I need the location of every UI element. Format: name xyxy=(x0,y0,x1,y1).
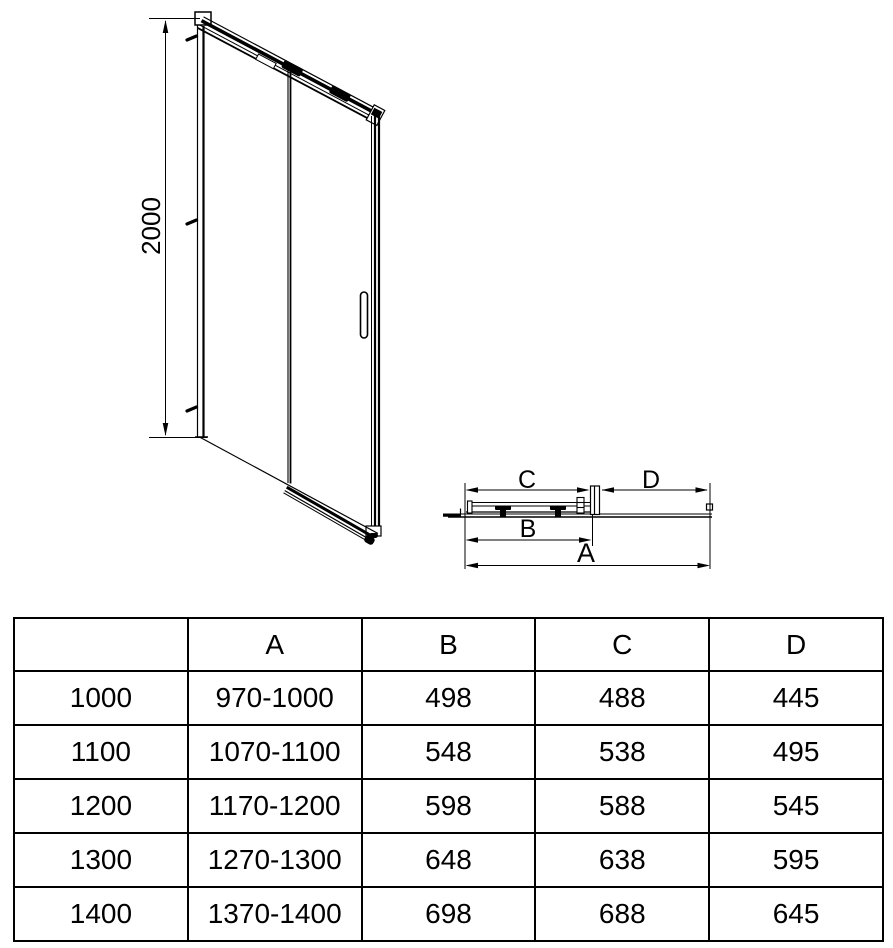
header-c: C xyxy=(535,618,709,671)
cell-size: 1200 xyxy=(14,779,188,833)
dimension-d xyxy=(602,483,711,569)
header-b: B xyxy=(362,618,536,671)
cell-c: 688 xyxy=(535,887,709,941)
header-size xyxy=(14,618,188,671)
cell-d: 545 xyxy=(709,779,883,833)
door-handle xyxy=(361,292,368,338)
bottom-glass-edge xyxy=(200,437,379,534)
cell-b: 598 xyxy=(362,779,536,833)
cell-d: 495 xyxy=(709,725,883,779)
table-row xyxy=(14,779,883,833)
front-view xyxy=(136,12,385,546)
table-row xyxy=(14,671,883,725)
panel-divider xyxy=(288,66,291,484)
dim-label-a: A xyxy=(576,538,596,568)
cell-d: 595 xyxy=(709,833,883,887)
cell-a: 1270-1300 xyxy=(188,833,362,887)
cell-b: 698 xyxy=(362,887,536,941)
size-spec-table xyxy=(13,617,884,942)
cell-a: 1170-1200 xyxy=(188,779,362,833)
header-d: D xyxy=(709,618,883,671)
cell-d: 445 xyxy=(709,671,883,725)
table-row xyxy=(14,725,883,779)
table-header-row xyxy=(14,618,883,671)
cell-b: 648 xyxy=(362,833,536,887)
cell-size: 1100 xyxy=(14,725,188,779)
dim-label-b: B xyxy=(519,515,537,543)
table-row xyxy=(14,833,883,887)
cell-b: 498 xyxy=(362,671,536,725)
height-dimension-label: 2000 xyxy=(136,197,166,255)
header-a: A xyxy=(188,618,362,671)
dim-label-c: C xyxy=(517,466,537,494)
cell-c: 488 xyxy=(535,671,709,725)
bolt-component xyxy=(577,498,584,514)
cell-c: 588 xyxy=(535,779,709,833)
wall-profile xyxy=(195,24,208,437)
table-row xyxy=(14,887,883,941)
roller-bracket xyxy=(495,506,511,517)
bottom-track xyxy=(283,486,377,546)
cell-c: 638 xyxy=(535,833,709,887)
plan-view xyxy=(443,466,713,569)
cell-size: 1400 xyxy=(14,887,188,941)
cell-a: 1070-1100 xyxy=(188,725,362,779)
cell-b: 548 xyxy=(362,725,536,779)
cell-c: 538 xyxy=(535,725,709,779)
wall-anchor-ticks xyxy=(187,36,197,411)
cell-size: 1000 xyxy=(14,671,188,725)
cell-a: 1370-1400 xyxy=(188,887,362,941)
dim-label-d: D xyxy=(641,466,661,494)
door-end-profile xyxy=(591,486,600,515)
cell-d: 645 xyxy=(709,887,883,941)
cell-a: 970-1000 xyxy=(188,671,362,725)
roller-bracket xyxy=(550,506,566,517)
cell-size: 1300 xyxy=(14,833,188,887)
